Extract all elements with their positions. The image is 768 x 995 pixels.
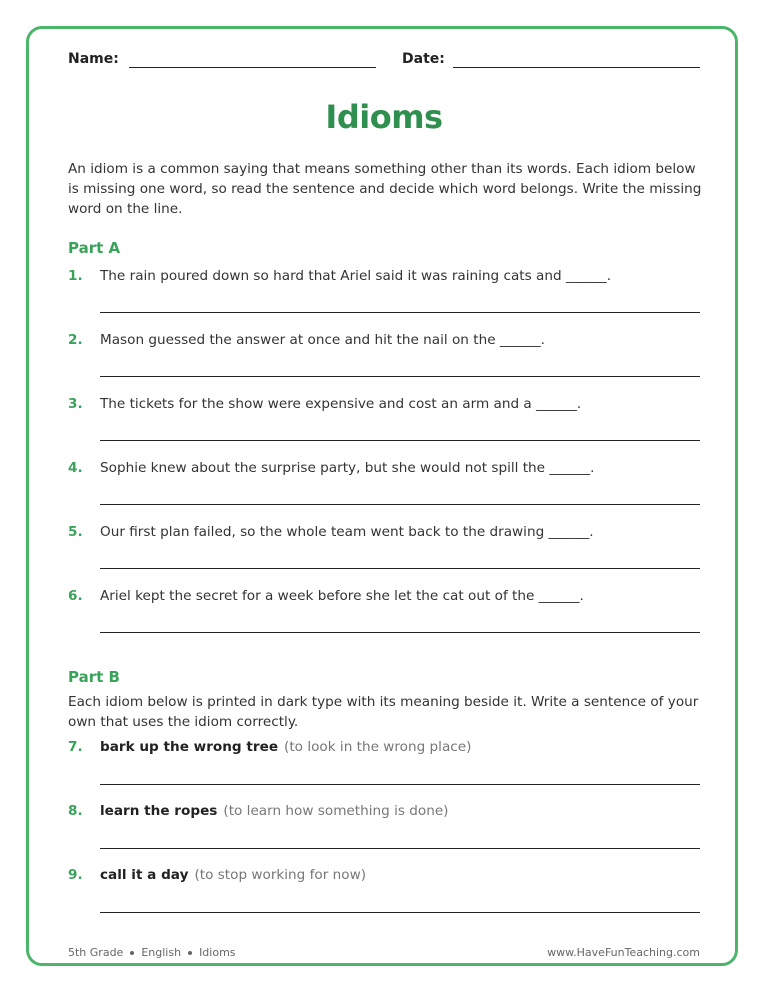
question-number: 1.: [68, 268, 83, 284]
footer-topic: Idioms: [199, 946, 236, 959]
idiom-meaning: (to look in the wrong place): [284, 739, 472, 755]
name-line[interactable]: [129, 67, 376, 68]
question-number: 8.: [68, 803, 83, 819]
bullet-icon: [188, 951, 192, 955]
idiom-meaning: (to stop working for now): [194, 867, 366, 883]
idiom-text: call it a day: [100, 867, 189, 883]
footer-subject: English: [141, 946, 182, 959]
question-text: Sophie knew about the surprise party, but she would not spill the ______.: [100, 460, 595, 476]
bullet-icon: [130, 951, 134, 955]
question-number: 6.: [68, 588, 83, 604]
part-a-heading: Part A: [68, 239, 121, 257]
question-text: Ariel kept the secret for a week before she let the cat out of the ______.: [100, 588, 584, 604]
footer-site: www.HaveFunTeaching.com: [547, 946, 700, 959]
footer-grade: 5th Grade: [68, 946, 124, 959]
date-label: Date:: [402, 51, 445, 67]
question-text: The tickets for the show were expensive and cost an arm and a ______.: [100, 396, 582, 412]
date-line[interactable]: [453, 67, 700, 68]
name-label: Name:: [68, 51, 119, 67]
answer-line-4[interactable]: [100, 504, 700, 505]
idiom-text: bark up the wrong tree: [100, 739, 279, 755]
answer-line-9[interactable]: [100, 912, 700, 913]
question-number: 4.: [68, 460, 83, 476]
question-number: 3.: [68, 396, 83, 412]
question-number: 9.: [68, 867, 83, 883]
question-text: Our first plan failed, so the whole team went back to the drawing ______.: [100, 524, 594, 540]
question-number: 7.: [68, 739, 83, 755]
intro-text: An idiom is a common saying that means something other than its words. Each idiom below is missing one word, so read the sentence and decide which word belongs. Write the missing word on the line.: [68, 161, 702, 217]
answer-line-3[interactable]: [100, 440, 700, 441]
answer-line-1[interactable]: [100, 312, 700, 313]
idiom-text: learn the ropes: [100, 803, 218, 819]
page-title: Idioms: [325, 98, 443, 136]
footer-breadcrumb: [68, 946, 236, 959]
question-number: 2.: [68, 332, 83, 348]
question-number: 5.: [68, 524, 83, 540]
question-text: The rain poured down so hard that Ariel said it was raining cats and ______.: [100, 268, 612, 284]
question-text: Mason guessed the answer at once and hit the nail on the ______.: [100, 332, 545, 348]
answer-line-8[interactable]: [100, 848, 700, 849]
answer-line-6[interactable]: [100, 632, 700, 633]
answer-line-5[interactable]: [100, 568, 700, 569]
part-b-intro: Each idiom below is printed in dark type with its meaning beside it. Write a sentence of your own that uses the idiom correctly.: [68, 694, 699, 730]
answer-line-2[interactable]: [100, 376, 700, 377]
part-b-heading: Part B: [68, 668, 120, 686]
answer-line-7[interactable]: [100, 784, 700, 785]
idiom-meaning: (to learn how something is done): [223, 803, 449, 819]
